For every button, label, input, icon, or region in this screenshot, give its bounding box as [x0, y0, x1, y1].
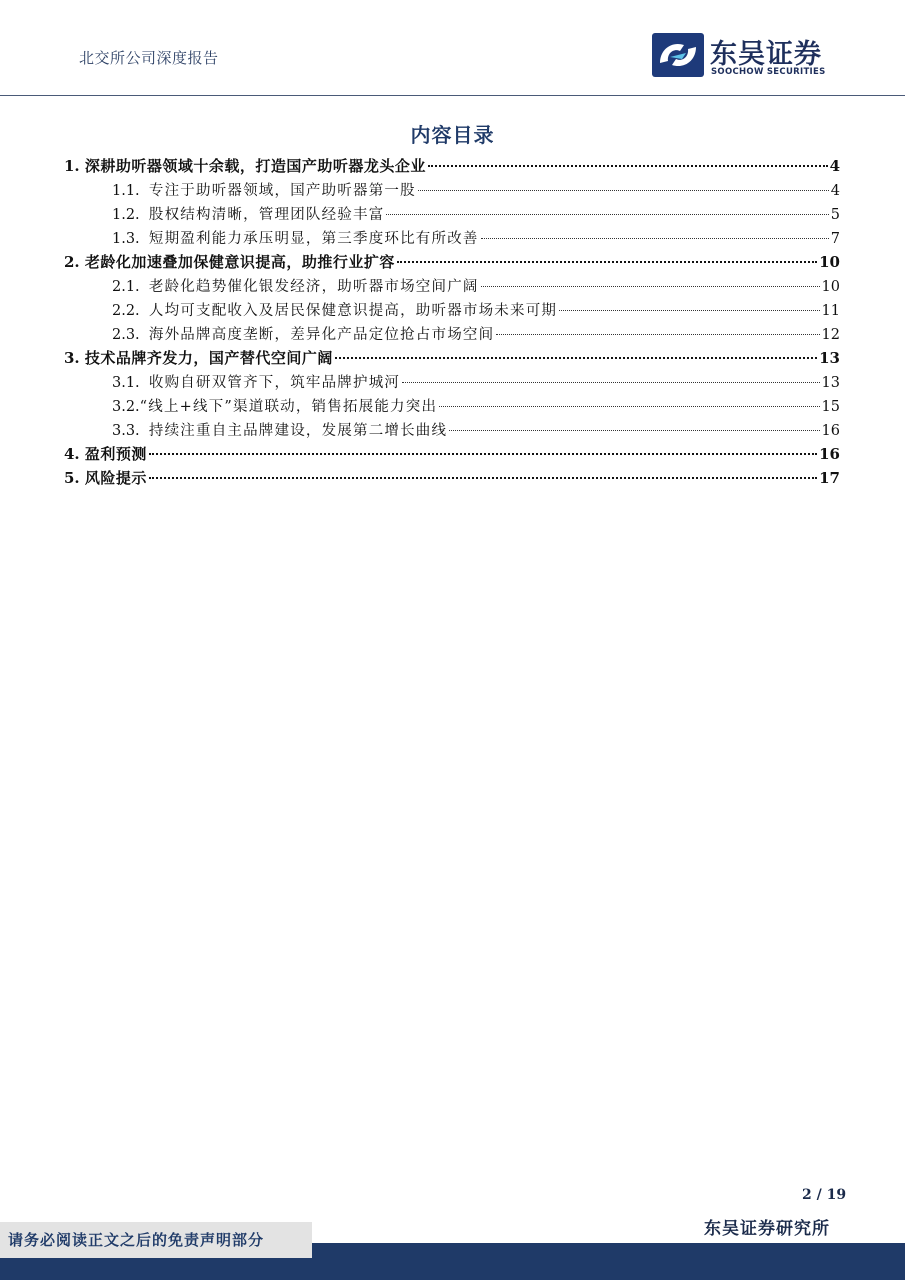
- toc-entry-number: 1.2.: [112, 207, 140, 223]
- toc-entry-page: 10: [821, 279, 840, 295]
- brand-name-en: SOOCHOW SECURITIES: [711, 67, 826, 77]
- toc-entry-page: 16: [821, 423, 840, 439]
- toc-entry-number: 3.: [64, 349, 80, 367]
- toc-entry-1-3[interactable]: [64, 227, 840, 251]
- toc-leader-dots: [439, 406, 819, 407]
- toc-leader-dots: [397, 261, 817, 263]
- toc-entry-text: 海外品牌高度垄断，差异化产品定位抢占市场空间: [148, 327, 495, 343]
- toc-entry-text: 盈利预测: [84, 445, 147, 463]
- toc-entry-text: 专注于助听器领域，国产助听器第一股: [148, 183, 416, 199]
- toc-entry-number: 2.3.: [112, 327, 140, 343]
- toc-leader-dots: [149, 453, 817, 455]
- toc-entry-page: 4: [830, 183, 840, 199]
- toc-entry-3-3[interactable]: [64, 419, 840, 443]
- toc-entry-text: “线上+线下”渠道联动，销售拓展能力突出: [139, 399, 438, 415]
- toc-entry-number: 2.: [64, 253, 80, 271]
- toc-entry-2[interactable]: [64, 251, 840, 275]
- toc-entry-number: 1.3.: [112, 231, 140, 247]
- toc-entry-text: 短期盈利能力承压明显，第三季度环比有所改善: [148, 231, 479, 247]
- soochow-logo-icon: [652, 33, 704, 77]
- disclaimer-note: 请务必阅读正文之后的免责声明部分: [0, 1222, 312, 1258]
- toc-entry-text: 深耕助听器领域十余载，打造国产助听器龙头企业: [84, 157, 426, 175]
- toc-entry-text: 老龄化趋势催化银发经济，助听器市场空间广阔: [148, 279, 479, 295]
- toc-leader-dots: [335, 357, 817, 359]
- toc-entry-text: 老龄化加速叠加保健意识提高，助推行业扩容: [84, 253, 395, 271]
- toc-entry-text: 股权结构清晰，管理团队经验丰富: [148, 207, 385, 223]
- brand-name-cn: 东吴证券: [710, 39, 822, 70]
- toc-entry-page: 13: [821, 375, 840, 391]
- toc-entry-3-2[interactable]: [64, 395, 840, 419]
- toc-entry-page: 4: [829, 157, 840, 175]
- toc-entry-page: 13: [819, 349, 840, 367]
- toc-leader-dots: [402, 382, 819, 383]
- toc-entry-page: 7: [830, 231, 840, 247]
- toc-entry-page: 10: [819, 253, 840, 271]
- toc-leader-dots: [481, 238, 829, 239]
- toc-entry-4[interactable]: [64, 443, 840, 467]
- toc-entry-1-2[interactable]: [64, 203, 840, 227]
- toc-entry-1-1[interactable]: [64, 179, 840, 203]
- toc-entry-number: 1.: [64, 157, 80, 175]
- toc-entry-number: 3.3.: [112, 423, 140, 439]
- toc-entry-page: 16: [819, 445, 840, 463]
- brand-logo: [652, 33, 842, 77]
- toc-leader-dots: [418, 190, 829, 191]
- table-of-contents: [64, 155, 840, 491]
- toc-leader-dots: [559, 310, 819, 311]
- toc-leader-dots: [481, 286, 820, 287]
- toc-leader-dots: [428, 165, 828, 167]
- toc-entry-3-1[interactable]: [64, 371, 840, 395]
- toc-entry-5[interactable]: [64, 467, 840, 491]
- toc-entry-page: 17: [819, 469, 840, 487]
- toc-entry-page: 11: [821, 303, 840, 319]
- toc-entry-number: 2.2.: [112, 303, 140, 319]
- toc-entry-number: 1.1.: [112, 183, 140, 199]
- toc-entry-text: 人均可支配收入及居民保健意识提高，助听器市场未来可期: [148, 303, 558, 319]
- toc-entry-2-3[interactable]: [64, 323, 840, 347]
- toc-entry-page: 5: [830, 207, 840, 223]
- toc-entry-number: 3.1.: [112, 375, 140, 391]
- header-divider: [0, 95, 905, 96]
- toc-entry-text: 技术品牌齐发力，国产替代空间广阔: [84, 349, 333, 367]
- toc-entry-number: 2.1.: [112, 279, 140, 295]
- toc-entry-2-1[interactable]: [64, 275, 840, 299]
- toc-entry-1[interactable]: [64, 155, 840, 179]
- toc-leader-dots: [449, 430, 819, 431]
- page-indicator: 2 / 19: [802, 1187, 847, 1203]
- footer-organization: 东吴证券研究所: [704, 1219, 830, 1239]
- toc-entry-page: 12: [821, 327, 840, 343]
- toc-entry-number: 3.2.: [112, 399, 140, 415]
- toc-title: 内容目录: [410, 123, 495, 147]
- toc-leader-dots: [496, 334, 819, 335]
- toc-entry-2-2[interactable]: [64, 299, 840, 323]
- toc-entry-text: 风险提示: [84, 469, 147, 487]
- toc-entry-text: 持续注重自主品牌建设，发展第二增长曲线: [148, 423, 448, 439]
- toc-entry-number: 4.: [64, 445, 80, 463]
- toc-leader-dots: [386, 214, 828, 215]
- report-type-label: 北交所公司深度报告: [79, 49, 219, 67]
- toc-entry-page: 15: [821, 399, 840, 415]
- toc-entry-number: 5.: [64, 469, 80, 487]
- toc-leader-dots: [149, 477, 817, 479]
- toc-entry-text: 收购自研双管齐下，筑牢品牌护城河: [148, 375, 401, 391]
- toc-entry-3[interactable]: [64, 347, 840, 371]
